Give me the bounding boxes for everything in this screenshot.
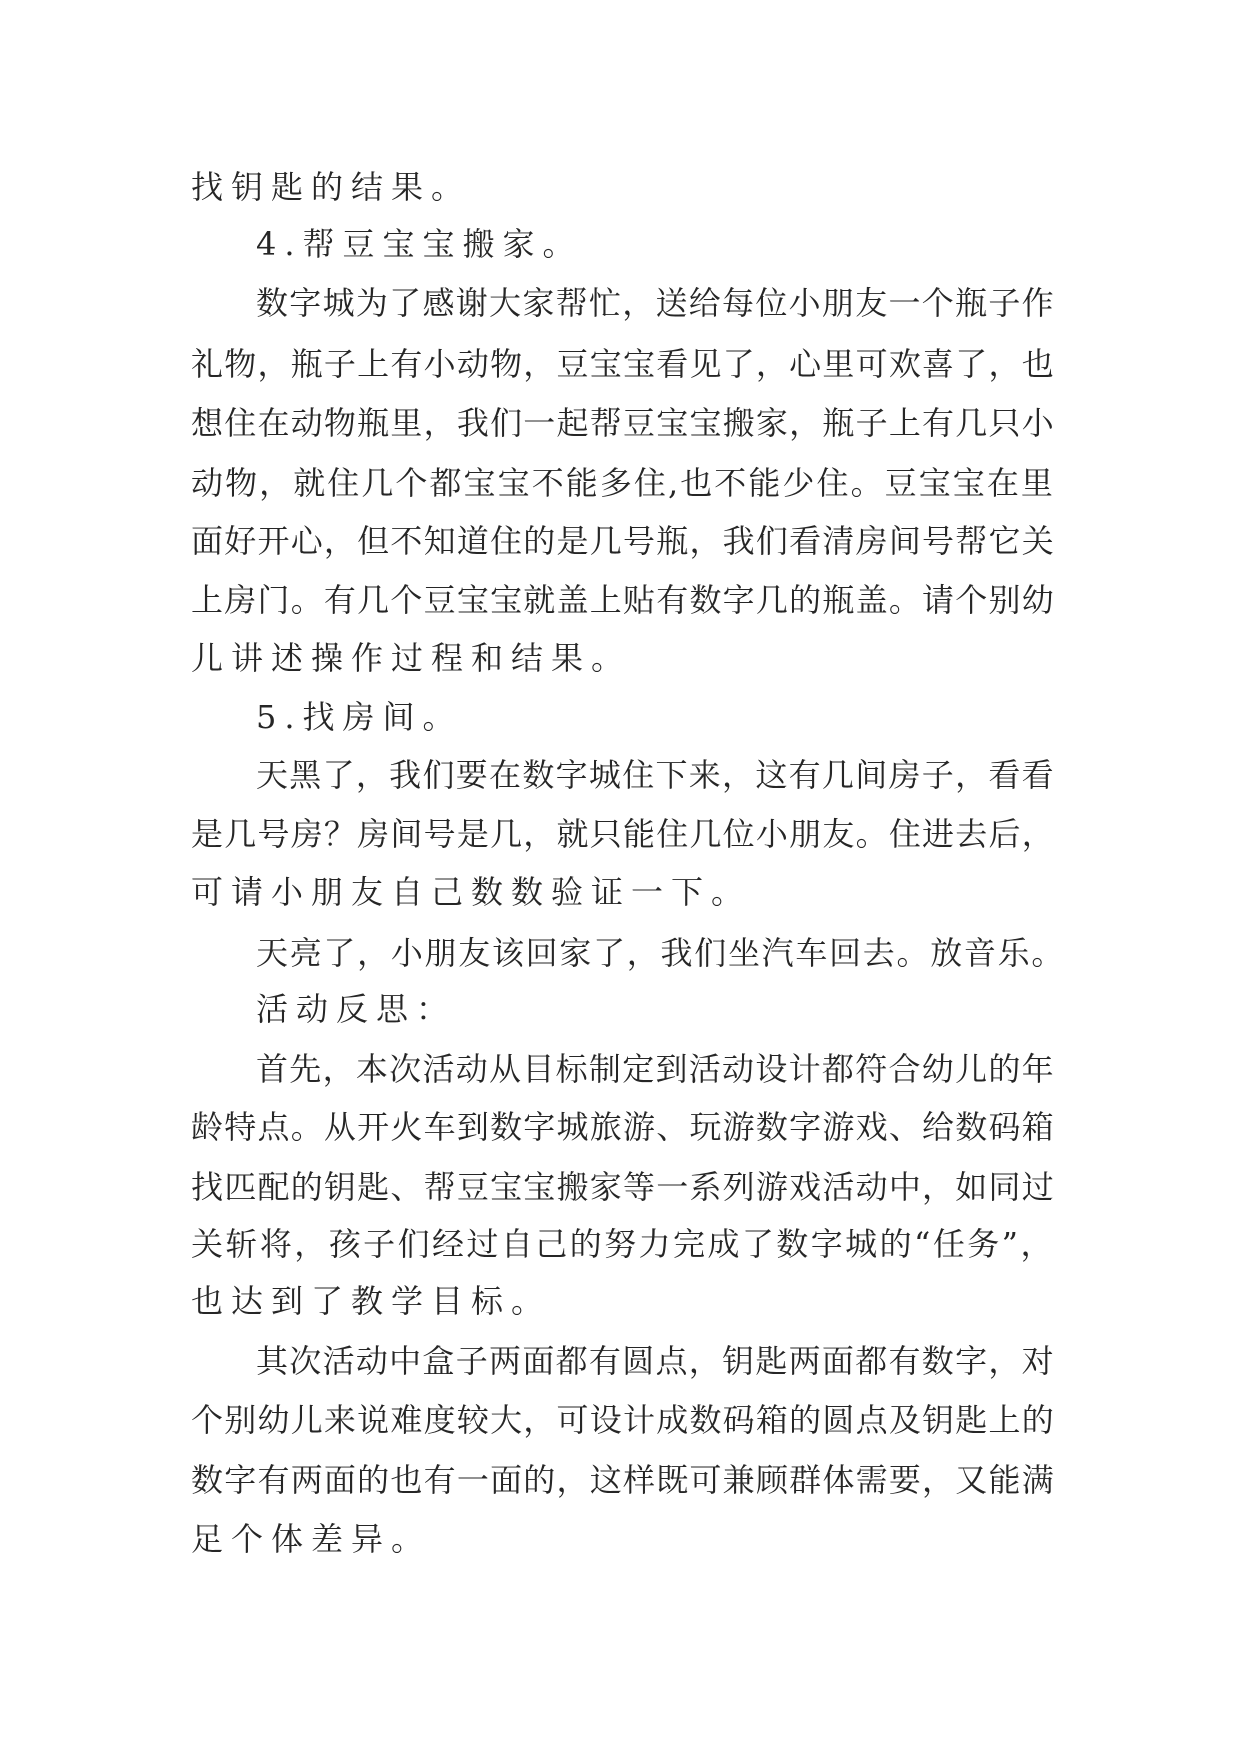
text-line: 天黑了，我们要在数字城住下来，这有几间房子，看看: [256, 756, 1055, 794]
text-line: 想住在动物瓶里，我们一起帮豆宝宝搬家，瓶子上有几只小: [191, 404, 1055, 442]
text-line: 是几号房？房间号是几，就只能住几位小朋友。住进去后，: [191, 815, 1055, 853]
text-line: 儿讲述操作过程和结果。: [191, 639, 632, 677]
text-line: 可请小朋友自己数数验证一下。: [191, 873, 752, 911]
text-line: 上房门。有几个豆宝宝就盖上贴有数字几的瓶盖。请个别幼: [191, 581, 1055, 619]
text-line: 找钥匙的结果。: [191, 168, 472, 206]
text-line: 礼物，瓶子上有小动物，豆宝宝看见了，心里可欢喜了，也: [191, 345, 1055, 383]
text-line: 龄特点。从开火车到数字城旅游、玩游数字游戏、给数码箱: [191, 1108, 1055, 1146]
text-line: 也达到了教学目标。: [191, 1282, 552, 1320]
text-line: 个别幼儿来说难度较大，可设计成数码箱的圆点及钥匙上的: [191, 1401, 1055, 1439]
text-line: 数字城为了感谢大家帮忙，送给每位小朋友一个瓶子作: [256, 284, 1055, 322]
text-line: 面好开心，但不知道住的是几号瓶，我们看清房间号帮它关: [191, 522, 1055, 560]
text-line: 其次活动中盒子两面都有圆点，钥匙两面都有数字，对: [256, 1342, 1055, 1380]
text-line: 动物，就住几个都宝宝不能多住,也不能少住。豆宝宝在里: [191, 464, 1055, 502]
text-line: 关斩将，孩子们经过自己的努力完成了数字城的“任务”，: [191, 1225, 1055, 1263]
text-line: 天亮了，小朋友该回家了，我们坐汽车回去。放音乐。: [256, 934, 1066, 972]
text-line: 找匹配的钥匙、帮豆宝宝搬家等一系列游戏活动中，如同过: [191, 1168, 1055, 1206]
text-line: 数字有两面的也有一面的，这样既可兼顾群体需要，又能满: [191, 1461, 1055, 1499]
text-line: 首先，本次活动从目标制定到活动设计都符合幼儿的年: [256, 1050, 1055, 1088]
section-heading: 4.帮豆宝宝搬家。: [256, 225, 583, 263]
section-heading: 活动反思：: [256, 990, 457, 1028]
text-line: 足个体差异。: [191, 1520, 432, 1558]
section-heading: 5.找房间。: [256, 698, 463, 736]
